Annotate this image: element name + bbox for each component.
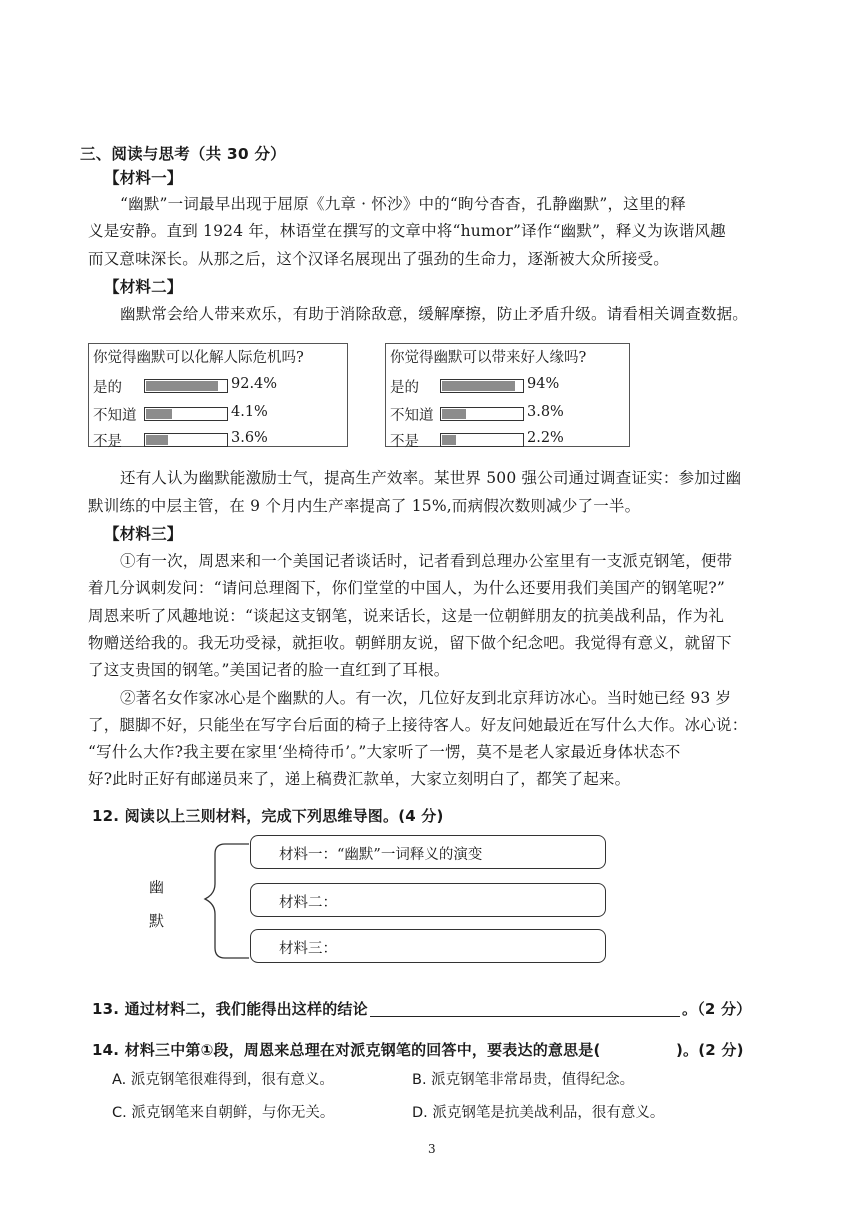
mindmap-box-label: 材料二： bbox=[279, 895, 337, 911]
material3-line: 了，腿脚不好，只能坐在写字台后面的椅子上接待客人。好友问她最近在写什么大作。冰心说： bbox=[88, 716, 748, 734]
survey-label: 不是 bbox=[390, 434, 419, 450]
mindmap-box-label: 材料三： bbox=[279, 941, 337, 957]
survey-bar-fill bbox=[146, 381, 218, 391]
survey-label: 是的 bbox=[390, 380, 419, 396]
q14-option-a[interactable]: A. 派克钢笔很难得到，很有意义。 bbox=[112, 1072, 334, 1088]
q14-option-c[interactable]: C. 派克钢笔来自朝鲜，与你无关。 bbox=[112, 1105, 335, 1121]
survey-percent: 3.6% bbox=[231, 430, 268, 446]
material3-line: 物赠送给我的。我无功受禄，就拒收。朝鲜朋友说，留下做个纪念吧。我觉得有意义，就留下 bbox=[88, 634, 732, 652]
material2-intro: 幽默常会给人带来欢乐，有助于消除敌意，缓解摩擦，防止矛盾升级。请看相关调查数据。 bbox=[120, 305, 749, 323]
mindmap-center: 默 bbox=[149, 912, 165, 930]
q13-text: 13. 通过材料二，我们能得出这样的结论 bbox=[92, 1000, 368, 1018]
material3-line: 着几分讽刺发问：“请问总理阁下，你们堂堂的中国人，为什么还要用我们美国产的钢笔呢?” bbox=[88, 579, 726, 597]
survey-bar-fill bbox=[146, 409, 172, 419]
material3-line: 好?此时正好有邮递员来了，递上稿费汇款单，大家立刻明白了，都笑了起来。 bbox=[88, 770, 631, 788]
survey-bar bbox=[440, 433, 524, 447]
mindmap-box-label: 材料一：“幽默”一词释义的演变 bbox=[279, 847, 483, 863]
survey-bar bbox=[440, 407, 524, 421]
q14-score: )。(2 分) bbox=[676, 1041, 744, 1059]
page-number: 3 bbox=[428, 1142, 436, 1156]
mindmap-box-2[interactable] bbox=[250, 883, 606, 917]
mindmap-center: 幽 bbox=[149, 878, 165, 896]
survey-bar bbox=[144, 407, 228, 421]
survey-bar bbox=[440, 379, 524, 393]
survey-bar bbox=[144, 433, 228, 447]
material3-heading: 【材料三】 bbox=[104, 525, 183, 543]
material3-line: 周恩来听了风趣地说：“谈起这支钢笔，说来话长，这是一位朝鲜朋友的抗美战利品，作为礼 bbox=[88, 607, 725, 625]
material2-line: 默训练的中层主管，在 9 个月内生产率提高了 15%,而病假次数则减少了一半。 bbox=[88, 497, 641, 515]
q12-title: 12. 阅读以上三则材料，完成下列思维导图。(4 分) bbox=[92, 807, 444, 825]
mindmap-brace bbox=[185, 840, 255, 970]
material2-heading: 【材料二】 bbox=[104, 278, 183, 296]
material3-line: “写什么大作?我主要在家里‘坐椅待币’。”大家听了一愣，莫不是老人家最近身体状态不 bbox=[88, 743, 681, 761]
q13-score: 。（2 分） bbox=[682, 1000, 752, 1018]
survey-label: 不知道 bbox=[390, 408, 434, 424]
material1-line: 而又意味深长。从那之后，这个汉译名展现出了强劲的生命力，逐渐被大众所接受。 bbox=[88, 250, 669, 268]
survey-panel-2 bbox=[385, 343, 630, 450]
survey-bar-fill bbox=[442, 435, 456, 445]
survey-bar bbox=[144, 379, 228, 393]
q14-option-d[interactable]: D. 派克钢笔是抗美战利品，很有意义。 bbox=[412, 1105, 665, 1121]
section-title: 三、阅读与思考（共 30 分） bbox=[80, 145, 286, 163]
mindmap-box-3[interactable] bbox=[250, 929, 606, 963]
survey-label: 是的 bbox=[93, 380, 122, 396]
mindmap-box-1 bbox=[250, 835, 606, 869]
material1-line: 义是安静。直到 1924 年，林语堂在撰写的文章中将“humor”译作“幽默”，释义为诙谐风趣 bbox=[88, 222, 726, 240]
material1-line: “幽默”一词最早出现于屈原《九章 · 怀沙》中的“眴兮杳杳，孔静幽默”，这里的释 bbox=[120, 195, 686, 213]
material3-line: ②著名女作家冰心是个幽默的人。有一次，几位好友到北京拜访冰心。当时她已经 93 岁 bbox=[120, 689, 732, 707]
q14-option-b[interactable]: B. 派克钢笔非常昂贵，值得纪念。 bbox=[412, 1072, 635, 1088]
survey-bar-fill bbox=[146, 435, 168, 445]
survey-percent: 3.8% bbox=[527, 404, 564, 420]
material1-heading: 【材料一】 bbox=[104, 169, 183, 187]
survey-label: 不知道 bbox=[93, 408, 137, 424]
survey-bar-fill bbox=[442, 409, 466, 419]
material3-line: ①有一次，周恩来和一个美国记者谈话时，记者看到总理办公室里有一支派克钢笔，便带 bbox=[120, 552, 733, 570]
material2-line: 还有人认为幽默能激励士气，提高生产效率。某世界 500 强公司通过调查证实：参加过幽 bbox=[120, 469, 742, 487]
survey-bar-fill bbox=[442, 381, 515, 391]
survey-question: 你觉得幽默可以带来好人缘吗? bbox=[390, 350, 587, 366]
material3-line: 了这支贵国的钢笔。”美国记者的脸一直红到了耳根。 bbox=[88, 661, 450, 679]
survey-question: 你觉得幽默可以化解人际危机吗? bbox=[93, 350, 304, 366]
survey-label: 不是 bbox=[93, 434, 122, 450]
survey-percent: 92.4% bbox=[231, 376, 278, 392]
survey-percent: 94% bbox=[527, 376, 560, 392]
survey-percent: 4.1% bbox=[231, 404, 268, 420]
q13-answer-blank[interactable] bbox=[370, 1016, 680, 1017]
survey-panel-1 bbox=[88, 343, 348, 450]
q14-text: 14. 材料三中第①段，周恩来总理在对派克钢笔的回答中，要表达的意思是( bbox=[92, 1041, 601, 1059]
survey-percent: 2.2% bbox=[527, 430, 564, 446]
